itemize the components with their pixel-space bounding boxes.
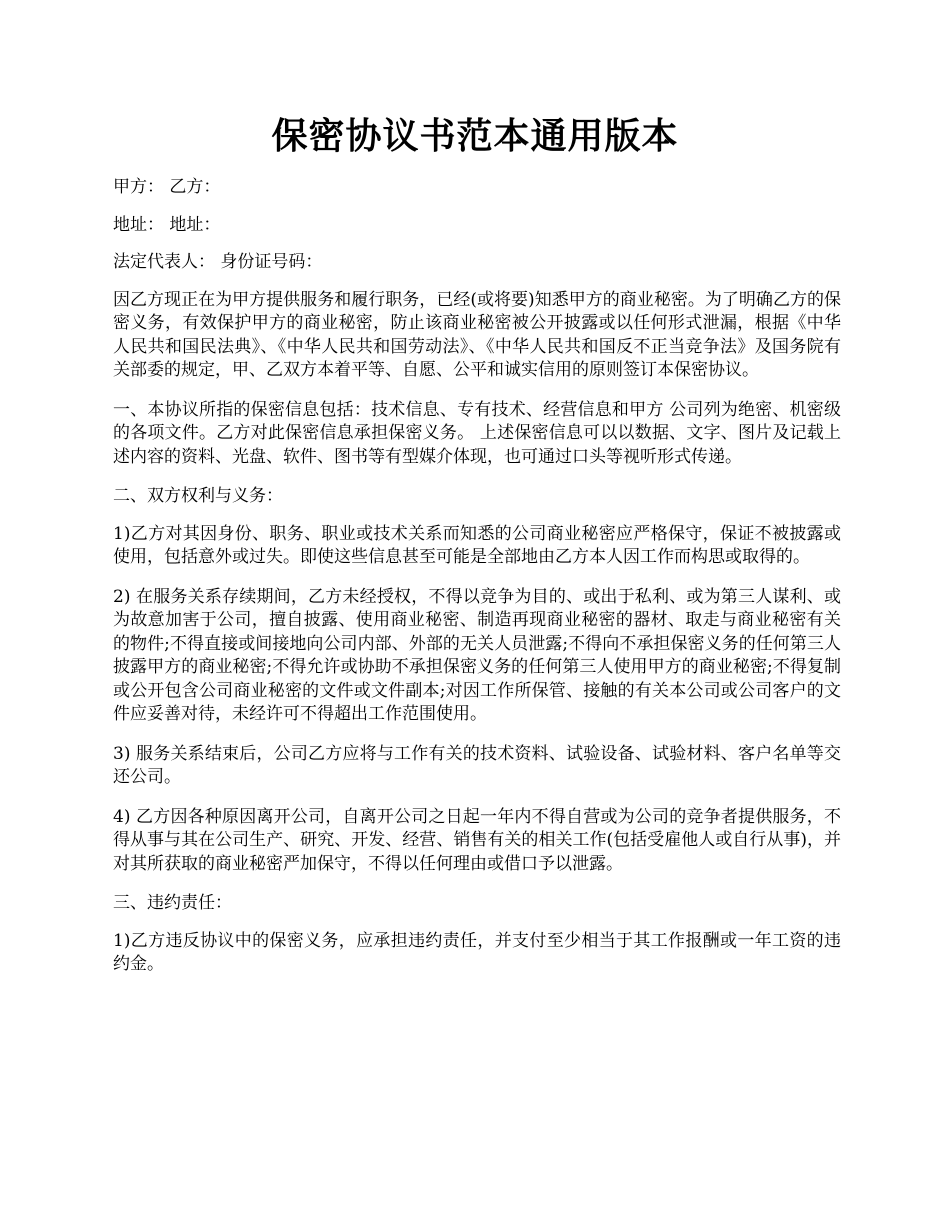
section-2-heading: 二、双方权利与义务： [113, 486, 283, 506]
obligation-item-2: 2) 在服务关系存续期间，乙方未经授权，不得以竞争为目的、或出于私利、或为第三人谋利、或为故意加害于公司，擅自披露、使用商业秘密、制造再现商业秘密的器材、取走与商业秘密有关的物件;不得直接或间接地向公司内部、外部的无关人员泄露;不得向不承担保密义务的任何第三人披露甲方的商业秘密;不得允许或协助不承担保密义务的任何第三人使用甲方的商业秘密;不得复制或公开包含公司商业秘密的文件或文件副本;对因工作所保管、接触的有关本公司或公司客户的文件应妥善对待，未经许可不得超出工作范围使用。 [113, 586, 842, 724]
obligation-item-4: 4) 乙方因各种原因离开公司，自离开公司之日起一年内不得自营或为公司的竞争者提供服务，不得从事与其在公司生产、研究、开发、经营、销售有关的相关工作(包括受雇他人或自行从事)，并对其所获取的商业秘密严加保守，不得以任何理由或借口予以泄露。 [113, 806, 841, 874]
section-1-paragraph: 一、本协议所指的保密信息包括：技术信息、专有技术、经营信息和甲方 公司列为绝密、机密级的各项文件。乙方对此保密信息承担保密义务。 上述保密信息可以以数据、文字、图片及记载上述内容的资料、光盘、软件、图书等有型媒介体现，也可通过口头等视听形式传递。 [113, 399, 841, 467]
document-title: 保密协议书范本通用版本 [271, 115, 679, 157]
intro-paragraph: 因乙方现正在为甲方提供服务和履行职务，已经(或将要)知悉甲方的商业秘密。为了明确乙方的保密义务，有效保护甲方的商业秘密，防止该商业秘密被公开披露或以任何形式泄漏，根据《中华人民共和国民法典》、《中华人民共和国劳动法》、《中华人民共和国反不正当竞争法》及国务院有关部委的规定，甲、乙双方本着平等、自愿、公平和诚实信用的原则签订本保密协议。 [113, 289, 841, 380]
obligation-item-1: 1)乙方对其因身份、职务、职业或技术关系而知悉的公司商业秘密应严格保守，保证不被披露或使用，包括意外或过失。即使这些信息甚至可能是全部地由乙方本人因工作而构思或取得的。 [113, 523, 841, 567]
document-body [113, 176, 841, 993]
representative-line: 法定代表人： 身份证号码： [113, 252, 323, 272]
address-line: 地址： 地址： [113, 214, 221, 235]
section-3-heading: 三、违约责任： [113, 893, 232, 913]
liability-item-1: 1)乙方违反协议中的保密义务，应承担违约责任，并支付至少相当于其工作报酬或一年工资的违约金。 [113, 930, 841, 974]
party-line: 甲方： 乙方： [113, 177, 221, 197]
obligation-item-3: 3) 服务关系结束后，公司乙方应将与工作有关的技术资料、试验设备、试验材料、客户名单等交还公司。 [113, 743, 841, 787]
